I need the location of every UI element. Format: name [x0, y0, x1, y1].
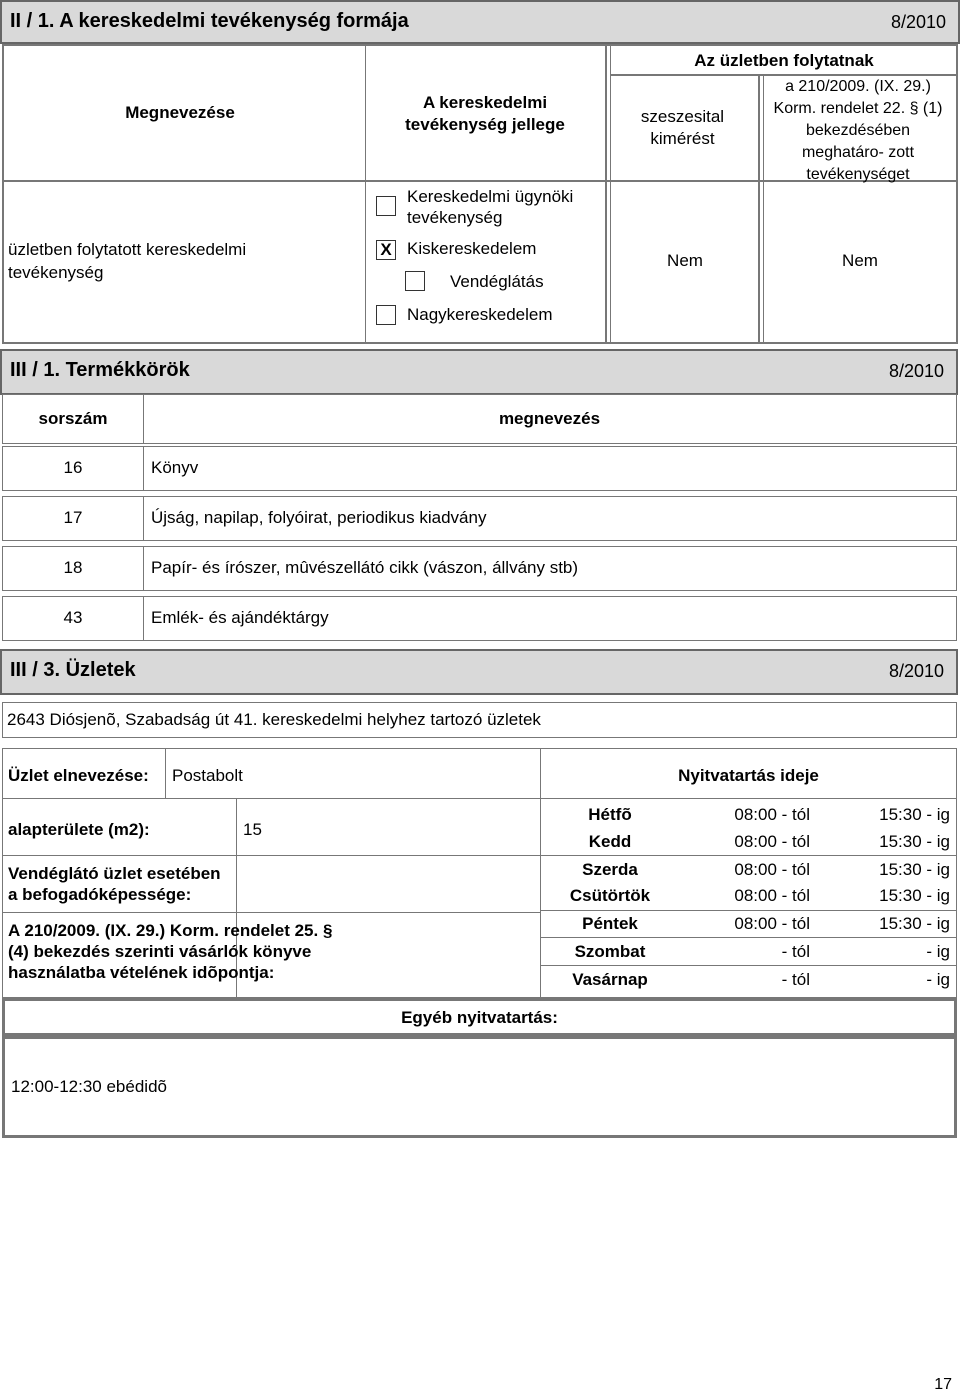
divider [605, 44, 607, 344]
option-label-catering: Vendéglátás [450, 272, 544, 291]
other-hours-value-box [2, 1036, 957, 1138]
address-line: 2643 Diósjenõ, Szabadság út 41. kereskedelmi helyhez tartozó üzletek [7, 710, 541, 729]
day-to: 15:30 - ig [879, 886, 950, 905]
checkbox-retail[interactable]: X [376, 240, 396, 260]
day-label: Szerda [582, 860, 638, 879]
product-row [2, 596, 957, 641]
day-label: Péntek [582, 914, 638, 933]
area-label: alapterülete (m2): [8, 820, 150, 839]
day-from: 08:00 - tól [734, 886, 810, 905]
product-row [2, 546, 957, 591]
divider [143, 447, 144, 490]
divider [540, 855, 957, 856]
col-name-header: Megnevezése [125, 103, 235, 122]
checkbox-catering[interactable] [405, 271, 425, 291]
col-nature-header: A kereskedelmi tevékenység jellege [405, 93, 565, 134]
address-box [2, 702, 957, 738]
section-header-activity-form [0, 0, 960, 44]
products-header-row [2, 394, 957, 444]
product-row [2, 446, 957, 491]
shop-name: Postabolt [172, 766, 243, 785]
divider [540, 937, 957, 938]
divider [2, 798, 957, 799]
area-value: 15 [243, 820, 262, 839]
other-hours-value: 12:00-12:30 ebédidõ [11, 1077, 167, 1096]
divider [165, 748, 166, 798]
divider [365, 44, 366, 344]
other-hours-header-box [2, 998, 957, 1036]
col-activity-header: a 210/2009. (IX. 29.) Korm. rendelet 22. § (1) bekezdésében meghatáro- zott tevékenységet [773, 78, 943, 183]
day-from: 08:00 - tól [734, 805, 810, 824]
day-to: 15:30 - ig [879, 914, 950, 933]
day-label: Csütörtök [569, 886, 651, 905]
section-title: III / 3. Üzletek [10, 659, 136, 681]
group-header: Az üzletben folytatnak [694, 51, 874, 70]
divider [610, 44, 611, 344]
day-to: - ig [926, 970, 950, 989]
option-label-wholesale: Nagykereskedelem [407, 305, 553, 324]
section-header-products [0, 349, 958, 395]
divider [540, 910, 957, 911]
section-ref: 8/2010 [888, 361, 944, 381]
col-product-header: megnevezés [498, 409, 601, 428]
day-from: - tól [781, 970, 810, 989]
divider [540, 965, 957, 966]
divider [2, 855, 540, 856]
product-no: 16 [63, 458, 83, 477]
page-number: 17 [934, 1376, 952, 1393]
divider [763, 76, 764, 344]
other-hours-label: Egyéb nyitvatartás: [401, 1008, 558, 1027]
checkbox-agent[interactable] [376, 196, 396, 216]
product-no: 17 [63, 508, 83, 527]
divider [2, 912, 540, 913]
divider [758, 76, 760, 344]
section-title: II / 1. A kereskedelmi tevékenység formája [10, 10, 409, 32]
divider [143, 597, 144, 640]
option-label-retail: Kiskereskedelem [407, 239, 537, 258]
product-no: 18 [63, 558, 83, 577]
capacity-label: Vendéglátó üzlet esetében a befogadóképessége: [8, 864, 221, 904]
alcohol-value: Nem [667, 251, 703, 270]
section-ref: 8/2010 [890, 12, 946, 32]
day-to: 15:30 - ig [879, 832, 950, 851]
section-title: III / 1. Termékkörök [10, 359, 190, 381]
complaint-book-label: A 210/2009. (IX. 29.) Korm. rendelet 25. § (4) bekezdés szerinti vásárlók könyve használatba vételének idõpontja: [8, 921, 333, 982]
divider [143, 547, 144, 590]
day-to: - ig [926, 942, 950, 961]
day-to: 15:30 - ig [879, 805, 950, 824]
product-row [2, 496, 957, 541]
product-name: Könyv [151, 458, 199, 477]
product-name: Papír- és írószer, mûvészellátó cikk (vászon, állvány stb) [151, 558, 579, 577]
day-from: - tól [781, 942, 810, 961]
checkbox-wholesale[interactable] [376, 305, 396, 325]
option-label-agent: Kereskedelmi ügynöki tevékenység [407, 187, 574, 227]
day-from: 08:00 - tól [734, 860, 810, 879]
section-ref: 8/2010 [888, 661, 944, 681]
day-to: 15:30 - ig [879, 860, 950, 879]
day-label: Vasárnap [572, 970, 648, 989]
day-label: Szombat [574, 942, 646, 961]
day-label: Kedd [588, 832, 632, 851]
day-label: Hétfõ [588, 805, 632, 824]
divider [143, 497, 144, 540]
col-alcohol-header: szeszesital kimérést [640, 107, 725, 148]
product-name: Emlék- és ajándéktárgy [151, 608, 329, 627]
col-no-header: sorszám [38, 409, 108, 428]
opening-hours-label: Nyitvatartás ideje [678, 766, 819, 785]
activity-value: Nem [842, 251, 878, 270]
day-from: 08:00 - tól [734, 832, 810, 851]
shop-name-label: Üzlet elnevezése: [8, 766, 149, 785]
row-name: üzletben folytatott kereskedelmi tevékenység [8, 240, 247, 282]
product-name: Újság, napilap, folyóirat, periodikus kiadvány [151, 508, 487, 527]
product-no: 43 [63, 608, 83, 627]
section-header-shops [0, 649, 958, 695]
day-from: 08:00 - tól [734, 914, 810, 933]
